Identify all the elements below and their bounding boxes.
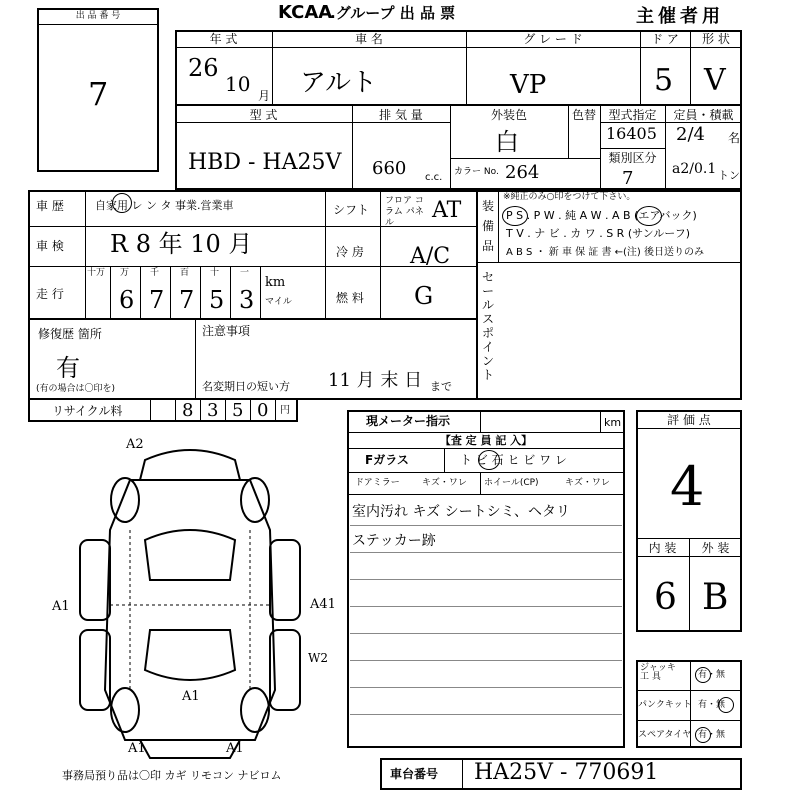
mileage-label: 走 行 bbox=[36, 287, 64, 301]
puncture-options: 有・無 bbox=[698, 700, 726, 710]
ton-unit: トン bbox=[718, 169, 740, 182]
jack-circle bbox=[695, 667, 711, 683]
km-label: km bbox=[604, 416, 622, 429]
wheel-options: キズ・ワレ bbox=[565, 478, 610, 488]
mark-right-lower: W2 bbox=[308, 651, 328, 665]
spare-options: 有・無 bbox=[698, 730, 726, 740]
history-label: 車 歴 bbox=[36, 199, 64, 213]
notes-label: 注意事項 bbox=[202, 324, 251, 338]
recycle-d3: 5 bbox=[232, 400, 244, 421]
jack-label: ジャッキ 工 具 bbox=[640, 663, 676, 682]
lot-number: 7 bbox=[88, 75, 109, 113]
history-options: 自家用 レ ン タ 事業.営業車 bbox=[95, 199, 234, 212]
short-expiry-label: 名変期日の短い方 bbox=[202, 380, 290, 393]
category-label: 類別区分 bbox=[608, 151, 657, 165]
windshield-circle bbox=[478, 450, 500, 470]
equipment-line3: A B S ・ 新 車 保 証 書 ←(注) 後日送りのみ bbox=[506, 247, 705, 258]
load-value: a2/0.1 bbox=[672, 161, 717, 177]
type-designation-value: 16405 bbox=[606, 124, 657, 143]
ac-label: 冷 房 bbox=[336, 245, 364, 259]
mirror-options: キズ・ワレ bbox=[422, 478, 467, 488]
interior-value: 6 bbox=[654, 577, 677, 618]
exterior-label: 外 装 bbox=[701, 541, 730, 555]
score-value: 4 bbox=[670, 455, 705, 518]
inspector-label: 【査 定 員 記 入】 bbox=[439, 434, 533, 447]
spare-circle bbox=[695, 727, 711, 743]
recycle-label: リサイクル料 bbox=[52, 404, 123, 418]
recycle-d2: 3 bbox=[207, 400, 219, 421]
shift-options: フロア コラム パネル bbox=[385, 196, 424, 228]
ac-value: A/C bbox=[410, 244, 451, 269]
sales-point-label: セールスポイント bbox=[482, 270, 495, 382]
mark-right: A41 bbox=[310, 597, 336, 612]
brand: KCAA bbox=[278, 2, 333, 23]
shift-label: シフト bbox=[333, 203, 370, 217]
repair-value: 有 bbox=[56, 354, 80, 382]
grade-label: グ レ ー ド bbox=[523, 32, 583, 46]
fuel-label: 燃 料 bbox=[336, 291, 364, 305]
car-name-value: アルト bbox=[300, 68, 377, 98]
ext-color-value: 白 bbox=[495, 128, 519, 156]
color-no-label: カラー No. bbox=[454, 167, 499, 177]
repair-label: 修復歴 箇所 bbox=[38, 327, 102, 341]
equipment-label: 装 備 品 bbox=[482, 199, 495, 253]
repair-note: (有の場合は〇印を) bbox=[36, 384, 116, 394]
capacity-value: 2/4 bbox=[676, 124, 705, 145]
score-label: 評 価 点 bbox=[667, 413, 711, 427]
meter-label: 現メーター指示 bbox=[366, 414, 451, 428]
car-damage-diagram bbox=[70, 437, 330, 760]
wheel-label: ホイール(CP) bbox=[484, 478, 539, 488]
displacement-value: 660 bbox=[372, 158, 407, 179]
history-circle bbox=[112, 193, 132, 213]
recycle-d1: 8 bbox=[182, 400, 194, 421]
cc-unit: c.c. bbox=[425, 172, 443, 183]
puncture-circle bbox=[718, 697, 734, 713]
form-title: .グループ 出 品 票 bbox=[330, 4, 456, 22]
mirror-label: ドアミラー bbox=[355, 478, 400, 488]
inspection-value: R 8 年 10 月 bbox=[110, 230, 253, 258]
lot-label: 出 品 番 号 bbox=[75, 11, 121, 21]
year-label: 年 式 bbox=[209, 32, 238, 46]
office-items: 事務局預り品は〇印 カギ リモコン ナビロム bbox=[62, 769, 282, 782]
windshield-label: Fガラス bbox=[365, 453, 409, 467]
doors-label: ド ア bbox=[651, 32, 679, 46]
note-line-1: 室内汚れ キズ シートシミ、ヘタリ bbox=[352, 504, 571, 520]
mark-bottom-right: A1 bbox=[226, 741, 244, 756]
color-change-label: 色替 bbox=[571, 108, 596, 122]
mark-bottom-left: A1 bbox=[128, 741, 146, 756]
model-value: HBD - HA25V bbox=[188, 150, 342, 175]
inspection-label: 車 検 bbox=[36, 239, 64, 253]
copy-label: 主催者用 bbox=[636, 6, 724, 27]
yen-label: 円 bbox=[280, 405, 290, 416]
capacity-label: 定員・積載 bbox=[673, 108, 734, 122]
equipment-line2: T V . ナ ビ . カ ワ . S R (サンルーフ) bbox=[506, 227, 691, 240]
month-unit: 月 bbox=[258, 89, 271, 103]
mileage-digits: 十万 万 千 百 十 一 6 7 7 5 3 km マイル bbox=[85, 266, 325, 318]
recycle-d4: 0 bbox=[257, 400, 269, 421]
mark-left: A1 bbox=[52, 599, 70, 614]
equipment-note: ※純正のみ○印をつけて下さい。 bbox=[503, 192, 636, 202]
mark-top: A2 bbox=[126, 437, 144, 452]
displacement-label: 排 気 量 bbox=[379, 108, 423, 122]
category-value: 7 bbox=[622, 168, 634, 189]
body-value: V bbox=[704, 63, 726, 98]
jack-options: 有・無 bbox=[698, 670, 726, 680]
mark-rear: A1 bbox=[182, 689, 200, 704]
car-label: 車 名 bbox=[355, 32, 383, 46]
chassis-label: 車台番号 bbox=[390, 767, 439, 781]
equipment-line1: P S . P W . 純 A W . A B (エアバック) bbox=[506, 209, 697, 222]
spare-label: スペアタイヤ bbox=[638, 730, 692, 740]
name-unit: 名 bbox=[728, 131, 741, 145]
exterior-value: B bbox=[702, 577, 729, 618]
ab-circle bbox=[636, 206, 662, 226]
ps-circle bbox=[502, 206, 528, 226]
expiry-value: 11 月 末 日 bbox=[328, 370, 423, 391]
month-value: 10 bbox=[225, 72, 251, 96]
body-label: 形 状 bbox=[702, 32, 730, 46]
color-no-value: 264 bbox=[505, 162, 540, 183]
month-end: まで bbox=[430, 380, 452, 393]
puncture-label: パンクキット bbox=[638, 700, 692, 710]
model-label: 型 式 bbox=[249, 108, 278, 122]
ext-color-label: 外装色 bbox=[490, 108, 527, 122]
interior-label: 内 装 bbox=[648, 541, 677, 555]
chassis-value: HA25V - 770691 bbox=[474, 760, 659, 785]
windshield-options: ト ビ 石 ヒ ビ ワ レ bbox=[460, 453, 567, 467]
grade-value: VP bbox=[510, 70, 547, 100]
year-value: 26 bbox=[188, 54, 219, 82]
doors-value: 5 bbox=[654, 63, 674, 98]
note-line-2: ステッカー跡 bbox=[352, 533, 436, 549]
type-designation-label: 型式指定 bbox=[608, 108, 657, 122]
fuel-value: G bbox=[414, 282, 434, 310]
shift-value: AT bbox=[432, 198, 462, 223]
